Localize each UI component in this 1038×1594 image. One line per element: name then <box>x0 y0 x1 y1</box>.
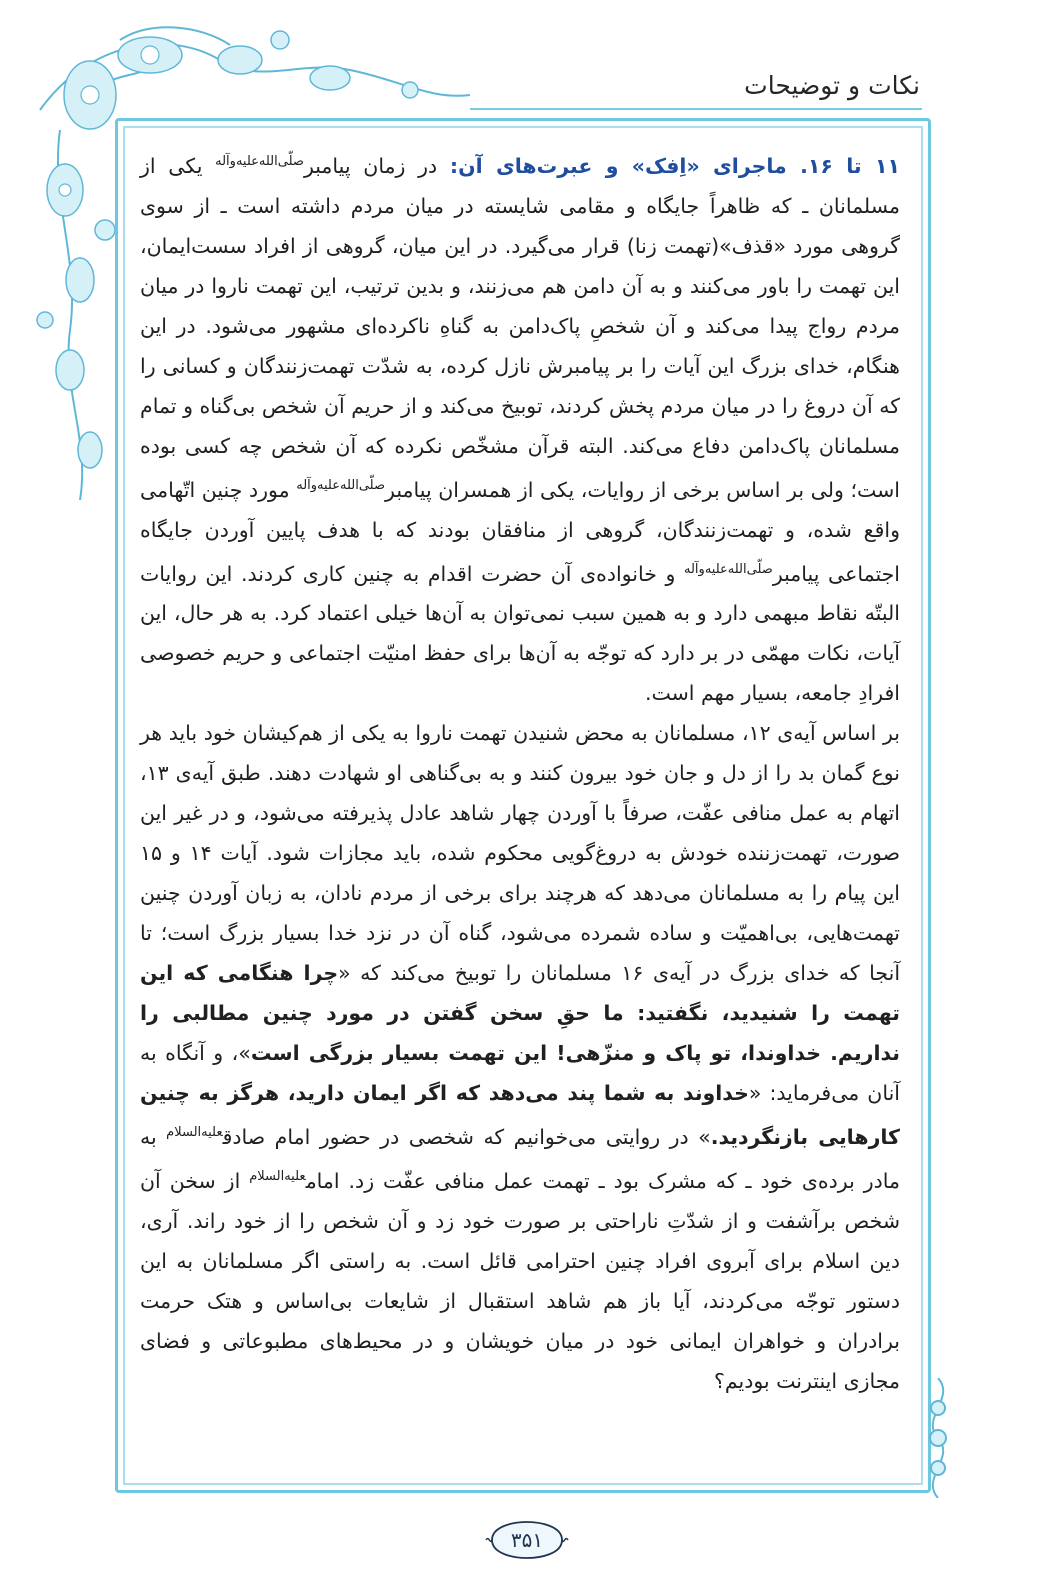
honorific-prophet: صلّی‌الله‌علیه‌وآله <box>215 154 304 169</box>
paragraph-2 <box>140 713 900 1401</box>
section-heading: ۱۱ تا ۱۶. ماجرای «اِفک» و عبرت‌های آن: <box>449 153 900 178</box>
text-run: بر اساس آیه‌ی ۱۲، مسلمانان به محض شنیدن تهمت ناروا به یکی از هم‌کیشان خود باید هر نوع گمان بد را از دل و جان خود بیرون کنند و به بی‌گناهی او شهادت دهند. طبق آیه‌ی ۱۳، اتهام به عمل منافی عفّت، صرفاً با آوردن چهار شاهد عادل پذیرفته می‌شود، و در غیر این صورت، تهمت‌زننده خودش به دروغ‌گویی محکوم شده، باید مجازات شود. آیات ۱۴ و ۱۵ این پیام را به مسلمانان می‌دهد که هرچند برای برخی از مردم نادان، به زبان آوردن چنین تهمت‌هایی، بی‌اهمیّت و ساده شمرده می‌شود، گناه آن در نزد خدا بسیار بزرگ است؛ تا آنجا که خدای بزرگ در آیه‌ی ۱۶ مسلمانان را توبیخ می‌کند که « <box>140 721 901 986</box>
quote-bold: خداوند به شما پند می‌دهد که اگر ایمان دارید، هرگز به چنین کارهایی بازنگردید. <box>140 1081 900 1150</box>
header-rule <box>470 108 922 110</box>
side-ornament-icon <box>916 1378 960 1498</box>
text-run: به مادر برده‌ی خود ـ که مشرک بود ـ تهمت عمل منافی عفّت زد. امام <box>140 1125 900 1194</box>
text-run: در زمان پیامبر <box>303 153 450 178</box>
honorific-prophet: صلّی‌الله‌علیه‌وآله <box>296 477 386 493</box>
body-text <box>140 142 900 1401</box>
text-run: » در روایتی می‌خوانیم که شخصی در حضور امام صادق <box>222 1125 711 1150</box>
page-number: ۳۵۱ <box>510 1528 544 1552</box>
honorific-imam: علیه‌السلام <box>249 1169 306 1185</box>
text-run: »، و آنگاه به آنان می‌فرماید: « <box>140 1041 900 1106</box>
paragraph-1 <box>140 142 900 713</box>
text-run: یکی از مسلمانان ـ که ظاهراً جایگاه و مقامی شایسته در میان مردم داشته است ـ از سوی گروهی مورد «قذف»(تهمت زنا) قرار می‌گیرد. در این میان، گروهی از افراد سست‌ایمان، این تهمت را باور می‌کنند و به آن دامن هم می‌زنند، و بدین ترتیب، این تهمت ناروا در میان مردم رواج پیدا می‌کند و آن شخصِ پاک‌دامن به گناهِ ناکرده‌ای مشهور می‌شود. در این هنگام، خدای بزرگ این آیات را بر پیامبرش نازل کرده، به شدّت تهمت‌زنندگان و کسانی را که آن دروغ را در میان مردم پخش کردند، توبیخ می‌کند و از حریم آن شخص بی‌گناه و تمام مسلمانان پاک‌دامن دفاع می‌کند. البته قرآن مشخّص نکرده که آن شخص چه کسی بوده است؛ ولی بر اساس برخی از روایات، یکی از همسران پیامبر <box>140 153 900 502</box>
text-run: مورد چنین اتّهامی واقع شده، و تهمت‌زنندگان، گروهی از منافقان بودند که با هدف پایین آوردن جایگاه اجتماعی پیامبر <box>140 477 900 586</box>
text-run: و خانواده‌ی آن حضرت اقدام به چنین کاری کردند. این روایات البتّه نقاط مبهمی دارد و به همین سبب نمی‌توان به آن‌ها خیلی اعتماد کرد. به هر حال، این آیات، نکات مهمّی در بر دارد که توجّه به آن‌ها برای حفظ امنیّت اجتماعی و حریم خصوصی افرادِ جامعه، بسیار مهم است. <box>140 561 900 706</box>
quote-bold: چرا هنگامی که این تهمت را شنیدید، نگفتید: ما حقِ سخن گفتن در مورد چنین مطالبی را نداریم. خداوندا، تو پاک و منزّهی! این تهمت بسیار بزرگی است <box>140 961 901 1066</box>
honorific-prophet: صلّی‌الله‌علیه‌وآله <box>684 561 773 577</box>
honorific-imam: علیه‌السلام <box>166 1125 223 1141</box>
page-title: نکات و توضیحات <box>744 71 920 100</box>
text-run: از سخن آن شخص برآشفت و از شدّتِ ناراحتی بر صورت خود زد و آن شخص را از خود راند. آری، دین اسلام برای آبروی افراد چنین احترامی قائل است. به راستی اگر مسلمانان به این دستور توجّه می‌کردند، آیا باز هم شاهد استقبال از شایعات بی‌اساس و هتک حرمت برادران و خواهران ایمانی خود در میان خویشان و در محیط‌های مطبوعاتی و فضای مجازی اینترنت بودیم؟ <box>140 1169 900 1394</box>
